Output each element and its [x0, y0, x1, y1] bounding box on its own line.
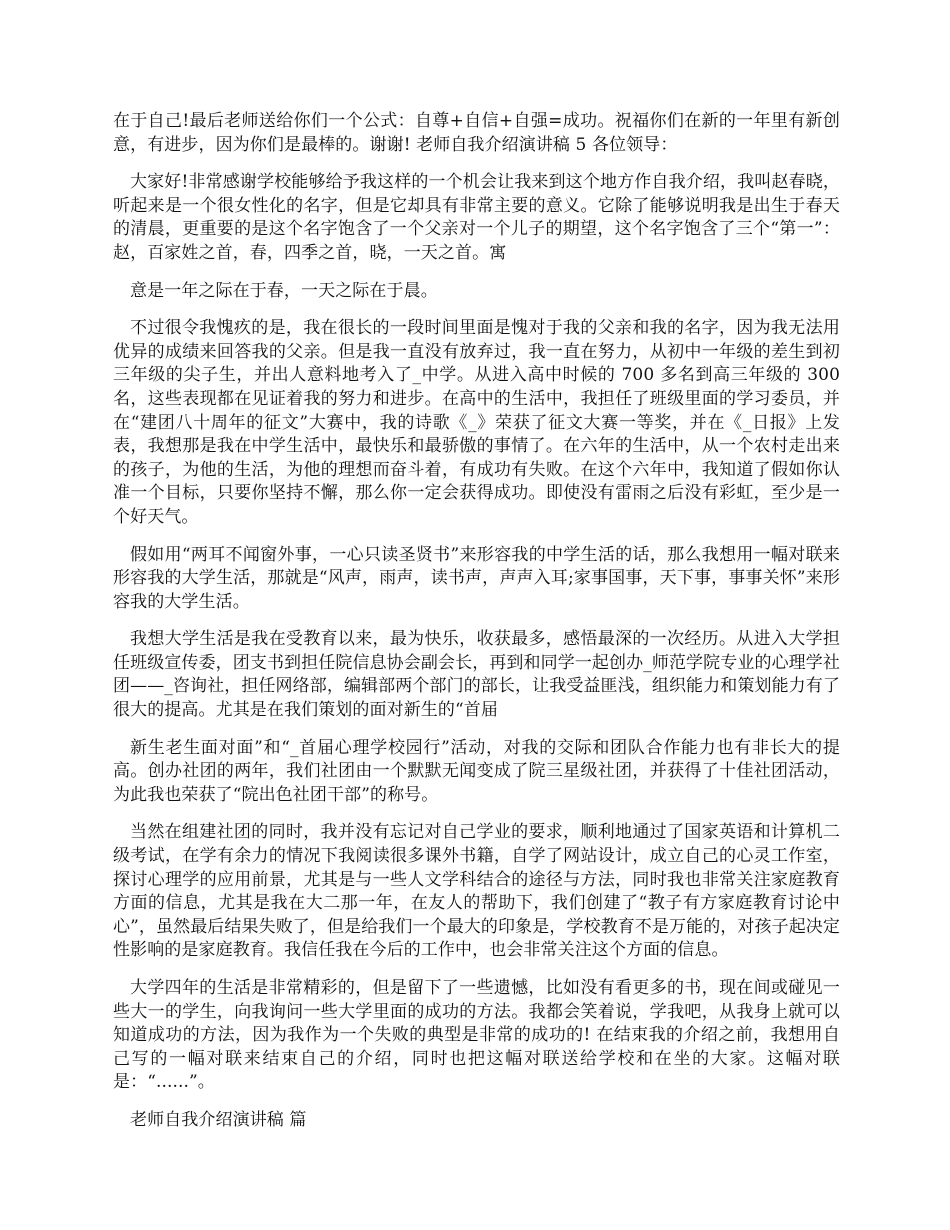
paragraph-1: 在于自己!最后老师送给你们一个公式：自尊+自信+自强=成功。祝福你们在新的一年里有新创意，有进步，因为你们是最棒的。谢谢! 老师自我介绍演讲稿 5 各位领导：: [113, 111, 840, 155]
paragraph-8: 当然在组建社团的同时，我并没有忘记对自己学业的要求，顺利地通过了国家英语和计算机二级考试，在学有余力的情况下我阅读很多课外书籍，自学了网站设计，成立自己的心灵工作室，探讨心理学的应用前景，尤其是与一些人文学科结合的途径与方法，同时我也非常关注家庭教育方面的信息，尤其是我在大二那一年，在友人的帮助下，我们创建了“教子有方家庭教育讨论中心”，虽然最后结果失败了，但是给我们一个最大的印象是，学校教育不是万能的，对孩子起决定性影响的是家庭教育。我信任我在今后的工作中，也会非常关注这个方面的信息。: [113, 822, 840, 961]
paragraph-2: 大家好!非常感谢学校能够给予我这样的一个机会让我来到这个地方作自我介绍，我叫赵春晓，听起来是一个很女性化的名字，但是它却具有非常主要的意义。它除了能够说明我是出生于春天的清晨，更重要的是这个名字饱含了一个父亲对一个儿子的期望，这个名字饱含了三个“第一”：赵，百家姓之首，春，四季之首，晓，一天之首。寓: [113, 172, 840, 263]
paragraph-5: 假如用“两耳不闻窗外事，一心只读圣贤书”来形容我的中学生活的话，那么我想用一幅对联来形容我的大学生活，那就是“风声，雨声，读书声，声声入耳;家事国事，天下事，事事关怀”来形容我的大学生活。: [113, 544, 840, 612]
paragraph-9: 大学四年的生活是非常精彩的，但是留下了一些遗憾，比如没有看更多的书，现在间或碰见一些大一的学生，向我询问一些大学里面的成功的方法。我都会笑着说，学我吧，从我身上就可以知道成功的方法，因为我作为一个失败的典型是非常的成功的! 在结束我的介绍之前，我想用自己写的一幅对联来结束自己的介绍，同时也把这幅对联送给学校和在坐的大家。这幅对联是：“......”。: [113, 978, 840, 1093]
section-heading: 老师自我介绍演讲稿 篇: [130, 1109, 307, 1130]
document-page: [113, 110, 840, 1147]
paragraph-6: 我想大学生活是我在受教育以来，最为快乐，收获最多，感悟最深的一次经历。从进入大学担任班级宣传委，团支书到担任院信息协会副会长，再到和同学一起创办_师范学院专业的心理学社团——_咨询社，担任网络部，编辑部两个部门的部长，让我受益匪浅，组织能力和策划能力有了很大的提高。尤其是在我们策划的面对新生的“首届: [113, 629, 840, 721]
paragraph-3: 意是一年之际在于春，一天之际在于晨。: [130, 280, 438, 301]
paragraph-7: 新生老生面对面”和“_首届心理学校园行”活动，对我的交际和团队合作能力也有非长大的提高。创办社团的两年，我们社团由一个默默无闻变成了院三星级社团，并获得了十佳社团活动，为此我也荣获了“院出色社团干部”的称号。: [113, 737, 840, 805]
paragraph-4: 不过很令我愧疚的是，我在很长的一段时间里面是愧对于我的父亲和我的名字，因为我无法用优异的成绩来回答我的父亲。但是我一直没有放弃过，我一直在努力，从初中一年级的差生到初三年级的尖子生，并出人意料地考入了_中学。从进入高中时候的 700 多名到高三年级的 300 名，这些表现都在见证着我的努力和进步。在高中的生活中，我担任了班级里面的学习委员，并在“建团八十周年的征文”大赛中，我的诗歌《_》荣获了征文大赛一等奖，并在《_日报》上发表，我想那是我在中学生活中，最快乐和最骄傲的事情了。在六年的生活中，从一个农村走出来的孩子，为他的生活，为他的理想而奋斗着，有成功有失败。在这个六年中，我知道了假如你认准一个目标，只要你坚持不懈，那么你一定会获得成功。即使没有雷雨之后没有彩虹，至少是一个好天气。: [113, 318, 840, 527]
